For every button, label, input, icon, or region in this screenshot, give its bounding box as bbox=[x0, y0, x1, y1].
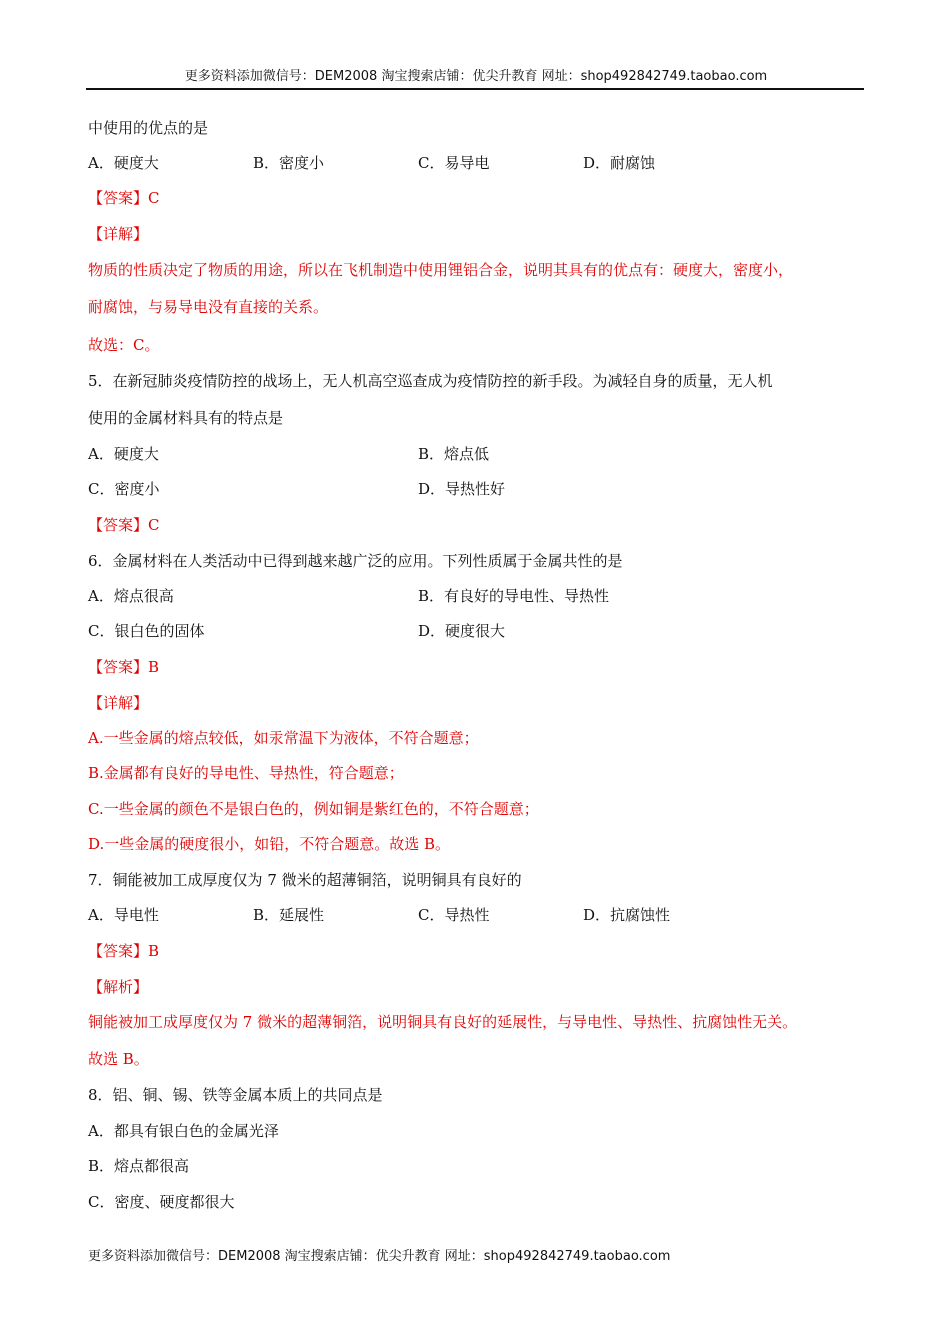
q6-options-row2 bbox=[0, 620, 950, 642]
q6-detail-line: A.一些金属的熔点较低，如汞常温下为液体，不符合题意； bbox=[88, 729, 479, 747]
q6-detail-line: B.金属都有良好的导电性、导热性，符合题意； bbox=[88, 764, 404, 782]
q4-option-a: A．硬度大 bbox=[88, 154, 159, 172]
q5-option-d: D．导热性好 bbox=[418, 480, 506, 498]
q7-option-d: D．抗腐蚀性 bbox=[583, 906, 671, 924]
q5-stem-line: 使用的金属材料具有的特点是 bbox=[88, 409, 284, 427]
q5-stem-line: 5．在新冠肺炎疫情防控的战场上，无人机高空巡查成为疫情防控的新手段。为减轻自身的质量，无人机 bbox=[88, 372, 773, 390]
q4-detail-line: 物质的性质决定了物质的用途，所以在飞机制造中使用锂铝合金，说明其具有的优点有：硬度大，密度小， bbox=[88, 261, 794, 279]
q6-option-c: C．银白色的固体 bbox=[88, 622, 205, 640]
q4-option-d: D．耐腐蚀 bbox=[583, 154, 656, 172]
q7-analysis-label: 【解析】 bbox=[88, 978, 149, 996]
q4-detail-label: 【详解】 bbox=[88, 225, 149, 243]
q4-answer: 【答案】C bbox=[88, 189, 160, 207]
q7-options bbox=[0, 904, 950, 926]
q5-options-row2 bbox=[0, 478, 950, 500]
header-divider bbox=[86, 88, 864, 90]
q6-stem: 6．金属材料在人类活动中已得到越来越广泛的应用。下列性质属于金属共性的是 bbox=[88, 552, 623, 570]
q4-detail-line: 故选：C。 bbox=[88, 336, 160, 354]
page-footer: 更多资料添加微信号：DEM2008 淘宝搜索店铺：优尖升教育 网址：shop492842749.taobao.com bbox=[88, 1249, 671, 1264]
q7-answer: 【答案】B bbox=[88, 942, 160, 960]
q5-option-a: A．硬度大 bbox=[88, 445, 159, 463]
q8-option-b: B．熔点都很高 bbox=[88, 1157, 190, 1175]
q4-options bbox=[0, 152, 950, 174]
q8-option-c: C．密度、硬度都很大 bbox=[88, 1193, 235, 1211]
q6-options-row1 bbox=[0, 585, 950, 607]
q5-options-row1 bbox=[0, 443, 950, 465]
q6-detail-line: D.一些金属的硬度很小，如铅，不符合题意。故选 B。 bbox=[88, 835, 451, 853]
q7-option-b: B．延展性 bbox=[253, 906, 325, 924]
q6-answer: 【答案】B bbox=[88, 658, 160, 676]
q8-option-a: A．都具有银白色的金属光泽 bbox=[88, 1122, 279, 1140]
q8-stem: 8．铝、铜、锡、铁等金属本质上的共同点是 bbox=[88, 1086, 383, 1104]
q6-option-a: A．熔点很高 bbox=[88, 587, 174, 605]
q5-option-c: C．密度小 bbox=[88, 480, 160, 498]
q6-detail-label: 【详解】 bbox=[88, 694, 149, 712]
q7-option-a: A．导电性 bbox=[88, 906, 159, 924]
page-header: 更多资料添加微信号：DEM2008 淘宝搜索店铺：优尖升教育 网址：shop492842749.taobao.com bbox=[184, 69, 768, 84]
q6-option-b: B．有良好的导电性、导热性 bbox=[418, 587, 610, 605]
q7-analysis-line: 故选 B。 bbox=[88, 1050, 149, 1068]
q7-stem: 7．铜能被加工成厚度仅为 7 微米的超薄铜箔，说明铜具有良好的 bbox=[88, 871, 522, 889]
q5-option-b: B．熔点低 bbox=[418, 445, 490, 463]
q6-detail-line: C.一些金属的颜色不是银白色的，例如铜是紫红色的，不符合题意； bbox=[88, 800, 539, 818]
q4-option-b: B．密度小 bbox=[253, 154, 325, 172]
q5-answer: 【答案】C bbox=[88, 516, 160, 534]
q7-option-c: C．导热性 bbox=[418, 906, 490, 924]
q4-option-c: C．易导电 bbox=[418, 154, 490, 172]
q7-analysis-line: 铜能被加工成厚度仅为 7 微米的超薄铜箔，说明铜具有良好的延展性，与导电性、导热性、抗腐蚀性无关。 bbox=[88, 1013, 798, 1031]
q6-option-d: D．硬度很大 bbox=[418, 622, 506, 640]
q4-stem: 中使用的优点的是 bbox=[88, 119, 209, 137]
q4-detail-line: 耐腐蚀，与易导电没有直接的关系。 bbox=[88, 298, 329, 316]
